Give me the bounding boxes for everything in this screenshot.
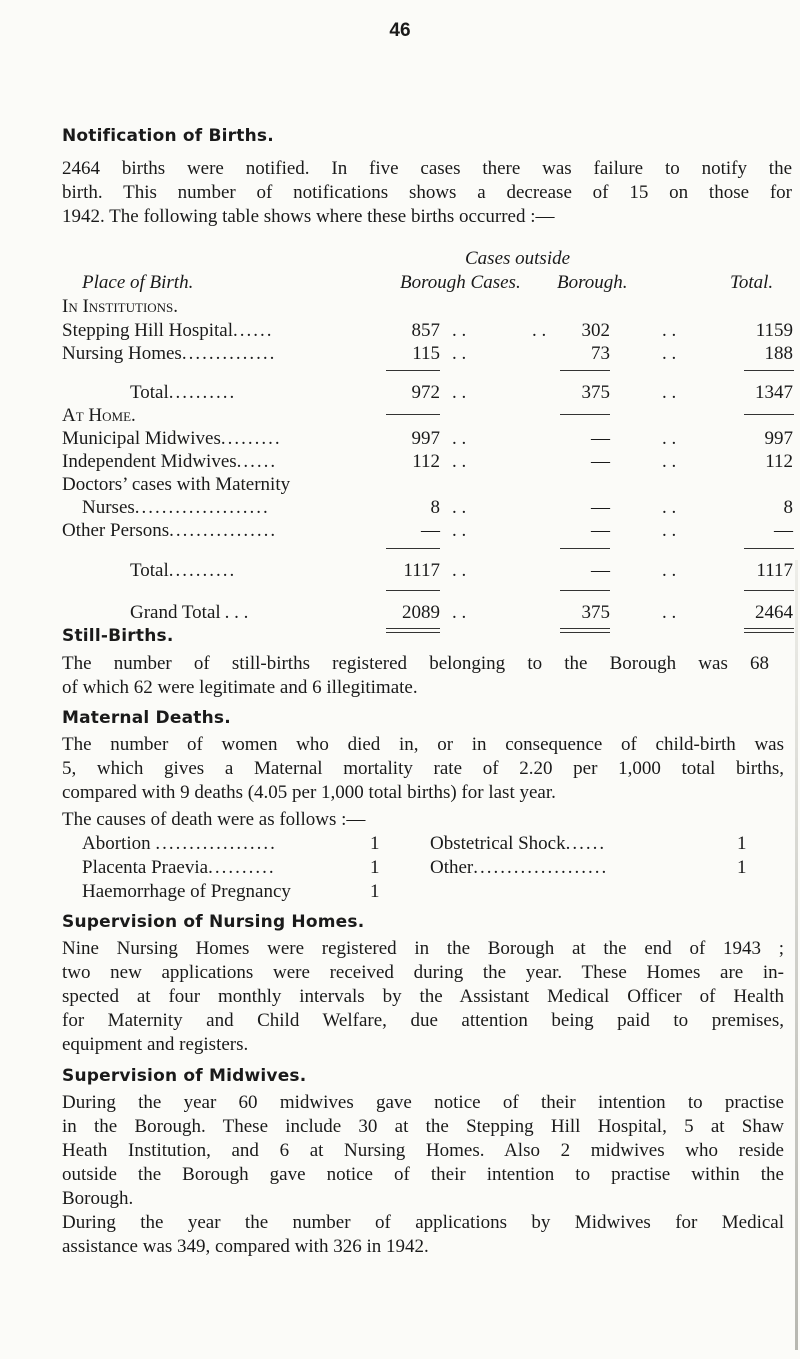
row-label-text: Independent Midwives (62, 451, 237, 472)
subtotal-rule (386, 590, 440, 591)
nursing-homes-line: for Maternity and Child Welfare, due attention being paid to premises, (62, 1010, 784, 1031)
subtotal-rule (386, 548, 440, 549)
table-row-label (62, 428, 282, 450)
cause-value: 1 (370, 857, 380, 878)
midwives-line: During the year 60 midwives gave notice of their intention to practise (62, 1092, 784, 1113)
table-row-label (62, 520, 277, 542)
row-leader-dots: ................ (169, 520, 278, 541)
cause-label: Placenta Praevia (82, 857, 209, 878)
cause-label: Obstetrical Shock (430, 833, 566, 854)
cell-total: 188 (764, 343, 793, 364)
cell-total: 112 (765, 451, 793, 472)
cause-value: 1 (737, 833, 747, 854)
cell-borough: — (421, 520, 440, 541)
row-leader-dots: .............. (181, 343, 277, 364)
grand-total-rule (560, 628, 610, 633)
row-leader-dots: .................... (134, 497, 270, 518)
cell-outside: 375 (581, 602, 610, 623)
subtotal-rule (386, 370, 440, 371)
cell-sep: . . (662, 343, 677, 364)
cell-sep: . . (662, 602, 677, 623)
cause-item (82, 856, 276, 880)
cell-sep: . . (452, 428, 467, 449)
cell-sep: . . (452, 497, 467, 518)
cell-borough: 8 (430, 497, 440, 518)
cell-total: 8 (783, 497, 793, 518)
subtotal-rule (560, 370, 610, 371)
cell-borough: 112 (412, 451, 440, 472)
table-row-label (62, 343, 276, 365)
cause-item (430, 856, 608, 880)
header-outside-line2: Borough. (557, 272, 628, 293)
nursing-homes-line: equipment and registers. (62, 1034, 249, 1055)
midwives-line: assistance was 349, compared with 326 in 1942. (62, 1236, 429, 1257)
cell-sep: . . (452, 520, 467, 541)
cell-sep: . . (452, 602, 467, 623)
row-leader-dots: ......... (220, 428, 282, 449)
midwives-line: Borough. (62, 1188, 134, 1209)
header-place: Place of Birth. (82, 272, 194, 293)
page-edge-shadow (795, 560, 798, 1350)
subtotal-rule (744, 548, 794, 549)
table-row-label (62, 451, 277, 473)
cell-sep: . . (662, 428, 677, 449)
cause-item (82, 832, 277, 856)
midwives-heading: Supervision of Midwives. (62, 1066, 307, 1086)
cell-outside: 375 (581, 382, 610, 403)
cell-borough: 972 (411, 382, 440, 403)
notification-line: birth. This number of notifications shows a decrease of 15 on those for (62, 182, 792, 203)
subtotal-rule (560, 590, 610, 591)
row-leader-dots: .......... (168, 560, 237, 581)
cell-sep: . . (662, 560, 677, 581)
cell-borough: 1117 (403, 560, 440, 581)
row-label-text: Municipal Midwives (62, 428, 221, 449)
cell-sep: . . (662, 497, 677, 518)
cell-total: 997 (764, 428, 793, 449)
nursing-homes-paragraph (62, 937, 784, 1057)
cause-item (82, 880, 291, 904)
cell-total: — (774, 520, 793, 541)
midwives-paragraph (62, 1091, 784, 1259)
row-label-text: Grand Total (130, 602, 221, 623)
cell-sep: . . (452, 320, 467, 341)
subtotal-rule (744, 590, 794, 591)
cell-total: 1347 (755, 382, 793, 403)
row-leader-dots: . . . (224, 602, 249, 623)
notification-line: 1942. The following table shows where these births occurred :— (62, 206, 555, 227)
header-outside-line1: Cases outside (465, 248, 571, 269)
cell-sep: . . (452, 560, 467, 581)
cell-outside: — (591, 428, 610, 449)
midwives-line: outside the Borough gave notice of their intention to practise within the (62, 1164, 784, 1185)
cell-outside: — (591, 520, 610, 541)
table-row-label (62, 320, 274, 342)
row-label-text: Nurses (82, 497, 135, 518)
table-row-label: Doctors’ cases with Maternity (62, 474, 291, 495)
row-label-text: Total (130, 560, 169, 581)
midwives-line: in the Borough. These include 30 at the Stepping Hill Hospital, 5 at Shaw (62, 1116, 784, 1137)
cause-value: 1 (737, 857, 747, 878)
cause-item (430, 832, 606, 856)
cell-outside: — (591, 560, 610, 581)
table-row-label (82, 497, 270, 519)
still-births-heading: Still-Births. (62, 626, 174, 646)
row-label-text: Total (130, 382, 169, 403)
section-home: At Home. (62, 405, 136, 426)
cause-label: Haemorrhage of Pregnancy (82, 881, 291, 902)
maternal-line: compared with 9 deaths (4.05 per 1,000 total births) for last year. (62, 782, 556, 803)
nursing-homes-line: spected at four monthly intervals by the Assistant Medical Officer of Health (62, 986, 784, 1007)
nursing-homes-line: two new applications were received during the year. These Homes are in- (62, 962, 784, 983)
table-row-label (130, 560, 236, 582)
cell-sep: . . (452, 451, 467, 472)
grand-total-rule (744, 628, 794, 633)
section-rule (744, 414, 794, 415)
row-label-text: Stepping Hill Hospital (62, 320, 233, 341)
row-leader-dots: .......... (168, 382, 237, 403)
cell-sep: . . (662, 320, 677, 341)
still-births-line: The number of still-births registered belonging to the Borough was 68 (62, 653, 769, 674)
cell-outside: 73 (591, 343, 610, 364)
cell-sep: . . (452, 382, 467, 403)
row-leader-dots: ...... (236, 451, 278, 472)
cause-value: 1 (370, 881, 380, 902)
table-row-label (130, 382, 236, 404)
midwives-line: Heath Institution, and 6 at Nursing Homes. Also 2 midwives who reside (62, 1140, 784, 1161)
cell-sep: . . (452, 343, 467, 364)
cause-dots: ...... (565, 833, 607, 854)
cell-sep: . . (532, 320, 547, 341)
cell-sep: . . (662, 451, 677, 472)
cause-dots: .................... (473, 857, 609, 878)
nursing-homes-heading: Supervision of Nursing Homes. (62, 912, 365, 932)
row-label-text: Other Persons (62, 520, 170, 541)
notification-paragraph (62, 157, 792, 229)
still-births-paragraph (62, 652, 769, 700)
cell-total: 1117 (756, 560, 793, 581)
subtotal-rule (744, 370, 794, 371)
cause-dots: .......... (208, 857, 276, 878)
maternal-paragraph (62, 733, 784, 805)
cause-label: Abortion (82, 833, 151, 854)
maternal-line: 5, which gives a Maternal mortality rate of 2.20 per 1,000 total births, (62, 758, 784, 779)
notification-heading: Notification of Births. (62, 126, 274, 146)
nursing-homes-line: Nine Nursing Homes were registered in the Borough at the end of 1943 ; (62, 938, 784, 959)
cell-total: 2464 (755, 602, 793, 623)
maternal-line: The number of women who died in, or in consequence of child-birth was (62, 734, 784, 755)
cause-value: 1 (370, 833, 380, 854)
cell-borough: 857 (411, 320, 440, 341)
cell-outside: — (591, 451, 610, 472)
table-row-label (130, 602, 248, 624)
page-number: 46 (389, 20, 411, 41)
section-rule (386, 414, 440, 415)
header-total: Total. (730, 272, 774, 293)
header-borough: Borough Cases. (400, 272, 521, 293)
cell-total: 1159 (755, 320, 793, 341)
cell-sep: . . (662, 520, 677, 541)
cell-borough: 2089 (402, 602, 440, 623)
cell-borough: 115 (412, 343, 440, 364)
maternal-heading: Maternal Deaths. (62, 708, 231, 728)
subtotal-rule (560, 548, 610, 549)
row-label-text: Nursing Homes (62, 343, 182, 364)
grand-total-rule (386, 628, 440, 633)
section-rule (560, 414, 610, 415)
causes-intro: The causes of death were as follows :— (62, 809, 366, 830)
section-institutions: In Institutions. (62, 296, 179, 317)
cause-label: Other (430, 857, 474, 878)
cell-outside: — (591, 497, 610, 518)
cell-borough: 997 (411, 428, 440, 449)
midwives-line: During the year the number of applications by Midwives for Medical (62, 1212, 784, 1233)
notification-line: 2464 births were notified. In five cases there was failure to notify the (62, 158, 792, 179)
cell-outside: 302 (581, 320, 610, 341)
row-leader-dots: ...... (233, 320, 274, 341)
cause-dots: .................. (155, 833, 277, 854)
still-births-line: of which 62 were legitimate and 6 illegitimate. (62, 677, 418, 698)
cell-sep: . . (662, 382, 677, 403)
